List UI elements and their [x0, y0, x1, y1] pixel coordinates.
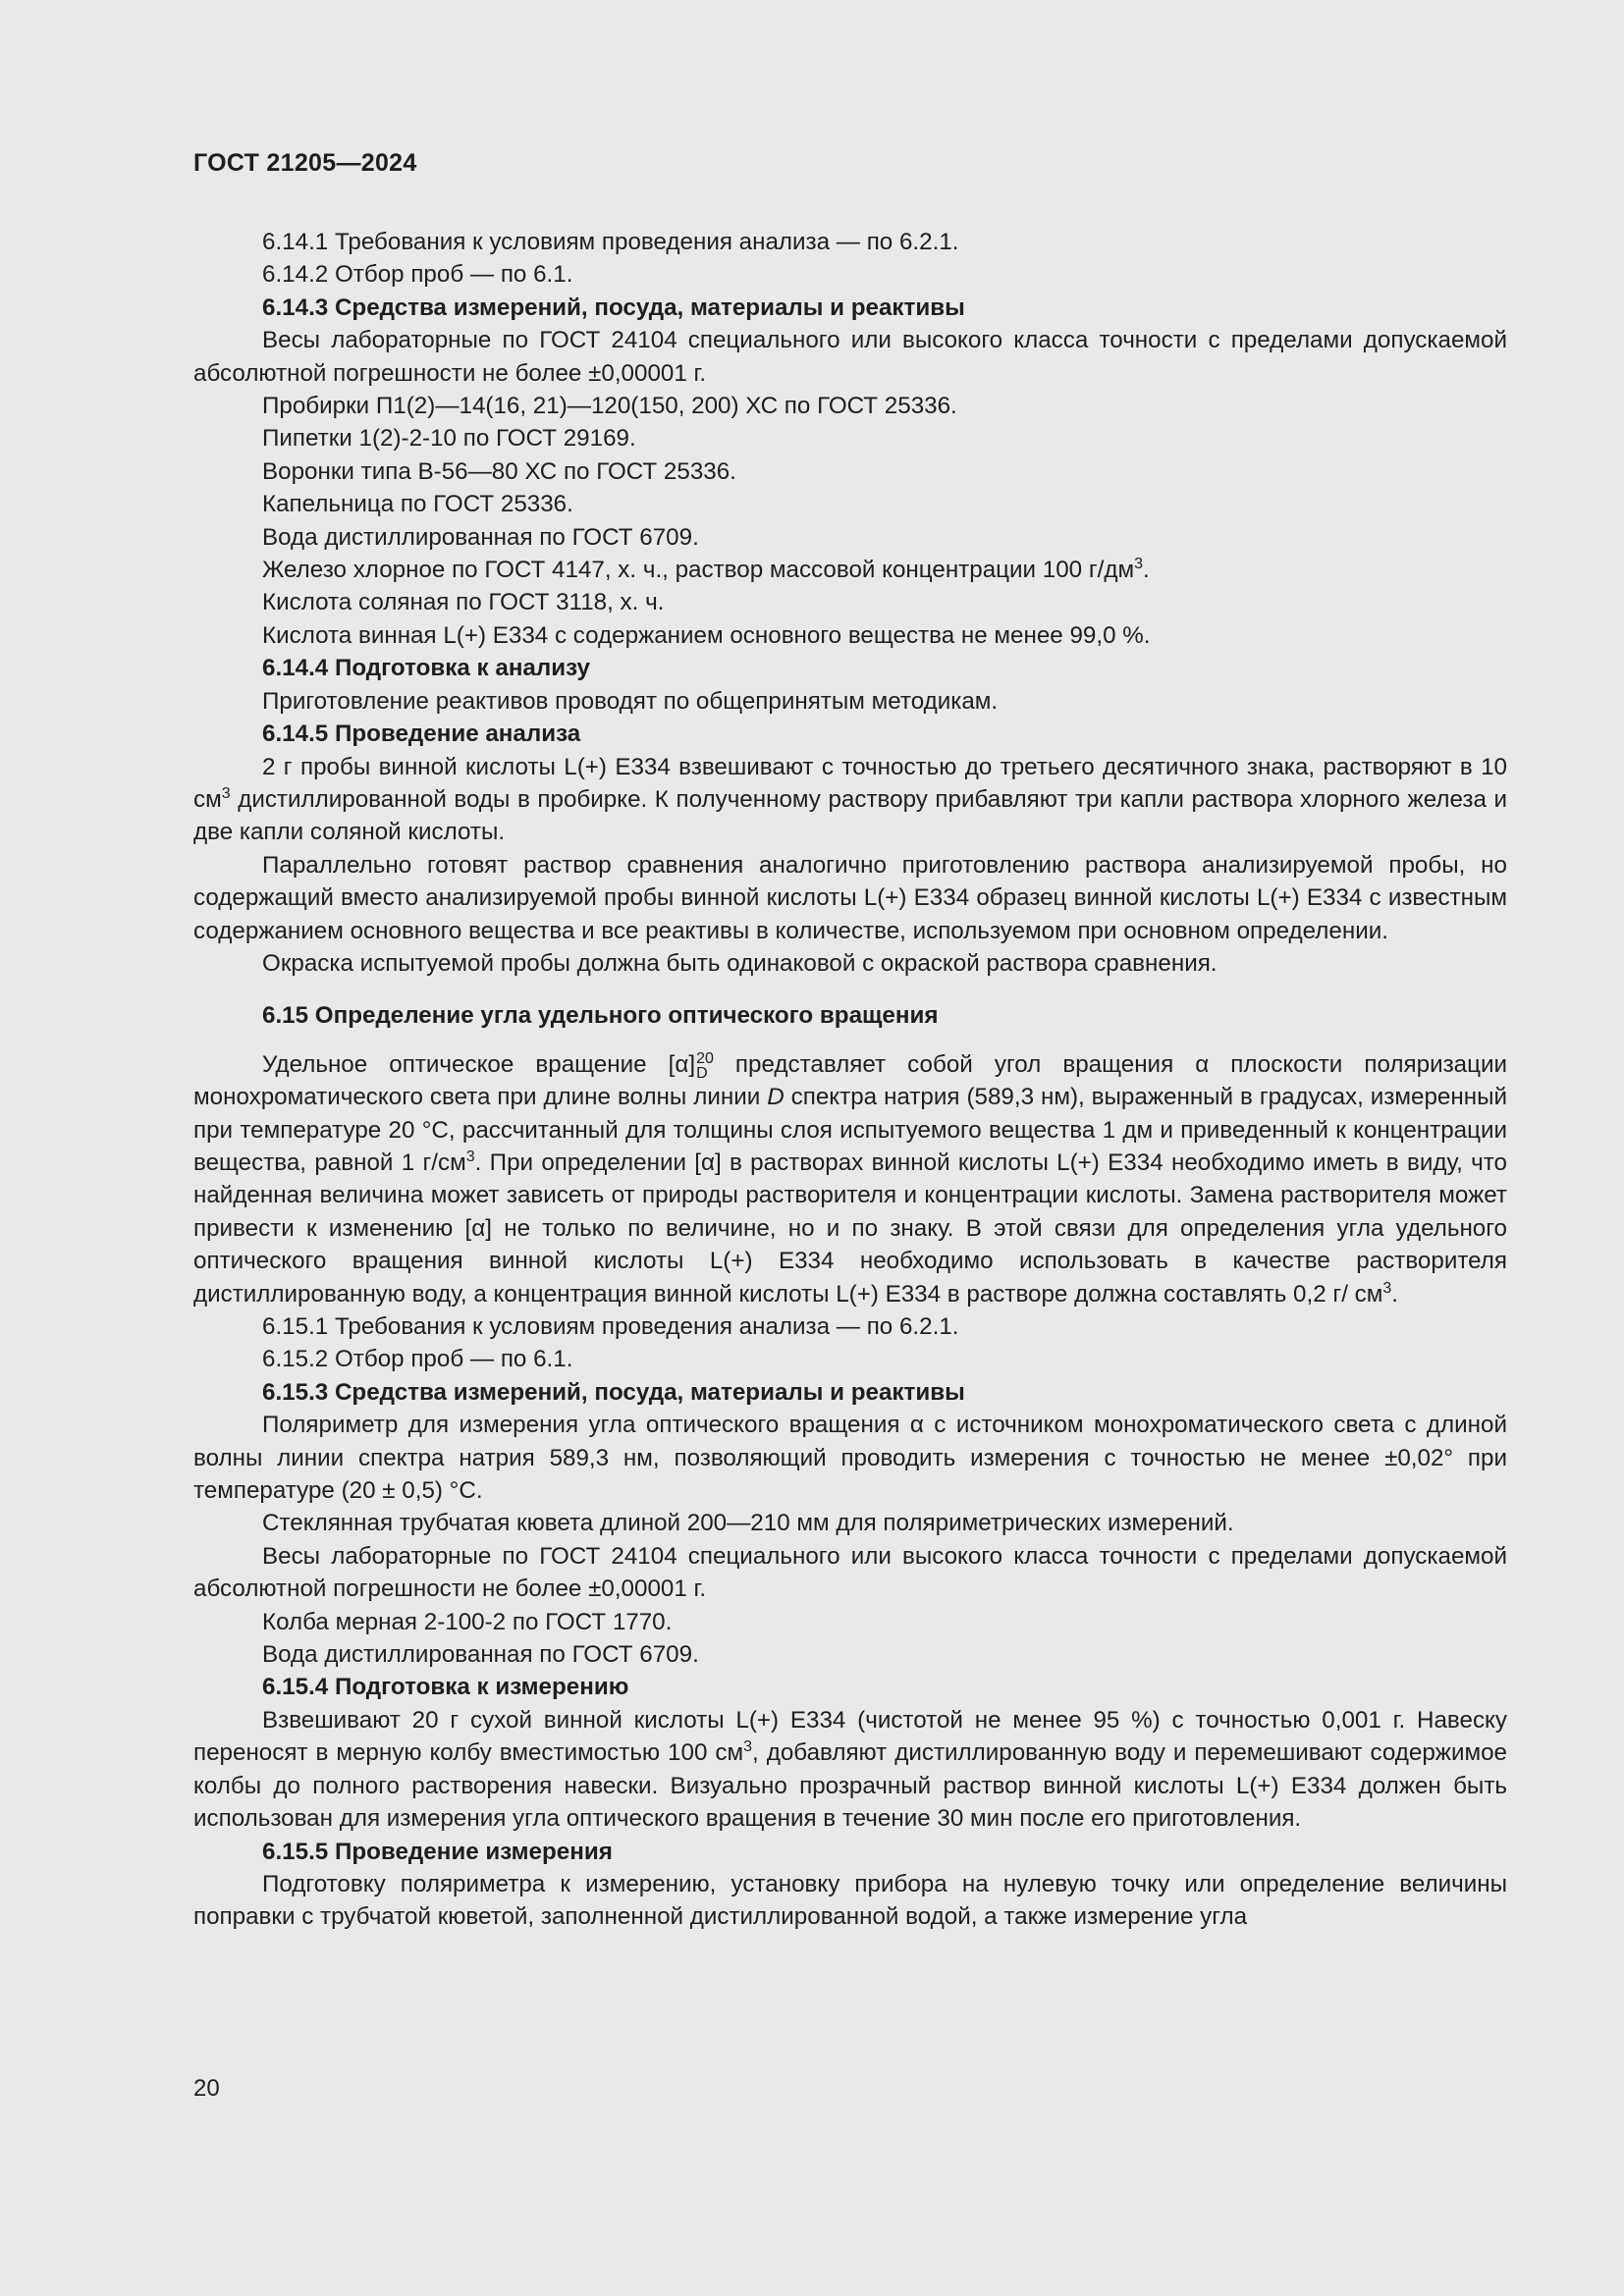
paragraph [193, 521, 1507, 554]
superscript: 3 [1134, 556, 1144, 573]
paragraph [193, 1507, 1507, 1539]
paragraph [193, 455, 1507, 488]
paragraph [193, 324, 1507, 390]
superscript: 3 [221, 784, 231, 802]
superscript: 3 [743, 1738, 753, 1756]
paragraph [193, 619, 1507, 652]
section-heading [193, 999, 1507, 1032]
text-run: спектра натрия (589,3 нм), выраженный в градусах, измеренный при температуре 20 °С, рассчитанный для толщины слоя испытуемого вещества 1 дм и приведенный к концентрации вещества, равной 1 г/см [193, 1084, 1507, 1176]
text-run: 2 г пробы винной кислоты L(+) Е334 взвешивают с точностью до третьего десятичного знака, растворяют в 10 см [193, 753, 1507, 813]
text-run: 6.15.1 Требования к условиям проведения анализа — по 6.2.1. [262, 1313, 959, 1340]
text-run: Весы лабораторные по ГОСТ 24104 специального или высокого класса точности с пределами допускаемой абсолютной погрешности не более ±0,00001 г. [193, 1542, 1507, 1603]
text-run: Весы лабораторные по ГОСТ 24104 специального или высокого класса точности с пределами допускаемой абсолютной погрешности не более ±0,00001 г. [193, 327, 1507, 387]
superscript: 3 [465, 1148, 475, 1165]
text-run: представляет собой угол вращения α плоскости поляризации монохроматического света при длине волны линии [193, 1050, 1507, 1111]
text-run: Воронки типа В-56—80 ХС по ГОСТ 25336. [262, 457, 736, 485]
text-run: . [1391, 1280, 1399, 1308]
section-heading [193, 1836, 1507, 1868]
paragraph [193, 1343, 1507, 1375]
paragraph [193, 849, 1507, 947]
paragraph [193, 390, 1507, 422]
paragraph [193, 1606, 1507, 1638]
text-run: Удельное оптическое вращение [α] [262, 1050, 696, 1078]
text-run: . При определении [α] в растворах винной кислоты L(+) Е334 необходимо иметь в виду, что найденная величина может зависеть от природы растворителя и концентрации кислоты. Замена растворителя может привести к изменению [α] не только по величине, но и по знаку. В этой связи для определения угла удельного оптического вращения винной кислоты L(+) Е334 необходимо использовать в качестве растворителя дистиллированную воду, а концентрация винной кислоты L(+) Е334 в растворе должна составлять 0,2 г/ см [193, 1148, 1508, 1308]
paragraph [193, 258, 1507, 291]
page-number: 20 [193, 2075, 220, 2102]
text-run: 6.15.3 Средства измерений, посуда, материалы и реактивы [262, 1378, 965, 1406]
text-run: Вода дистиллированная по ГОСТ 6709. [262, 523, 699, 551]
specific-rotation-indices [696, 1051, 714, 1081]
text-run: 6.14.1 Требования к условиям проведения анализа — по 6.2.1. [262, 229, 959, 255]
text-run: 6.15 Определение угла удельного оптического вращения [262, 1002, 939, 1030]
text-run: Пробирки П1(2)—14(16, 21)—120(150, 200) ХС по ГОСТ 25336. [262, 393, 957, 420]
section-heading [193, 292, 1507, 324]
text-run: Капельница по ГОСТ 25336. [262, 491, 573, 518]
text-run: Кислота винная L(+) Е334 с содержанием основного вещества не менее 99,0 %. [262, 621, 1151, 649]
temperature-index: 20 [696, 1049, 714, 1067]
text-run: 6.15.4 Подготовка к измерению [262, 1674, 629, 1701]
text-run: Приготовление реактивов проводят по общепринятым методикам. [262, 687, 999, 715]
text-run: Кислота соляная по ГОСТ 3118, х. ч. [262, 589, 665, 616]
paragraph [193, 947, 1507, 980]
paragraph [193, 1868, 1507, 1934]
italic-symbol: D [767, 1084, 785, 1111]
text-run: , добавляют дистиллированную воду и перемешивают содержимое колбы до полного растворения навески. Визуально прозрачный раствор винной кислоты L(+) Е334 должен быть использован для измерения угла оптического вращения в течение 30 мин после его приготовления. [193, 1739, 1507, 1833]
wavelength-index: D [696, 1064, 708, 1082]
text-run: Пипетки 1(2)-2-10 по ГОСТ 29169. [262, 425, 636, 453]
text-run: Взвешивают 20 г сухой винной кислоты L(+) Е334 (чистотой не менее 95 %) с точностью 0,001 г. Навеску переносят в мерную колбу вместимостью 100 см [193, 1706, 1507, 1767]
text-run: 6.14.4 Подготовка к анализу [262, 655, 590, 682]
paragraph [193, 1409, 1507, 1507]
text-run: Окраска испытуемой пробы должна быть одинаковой с окраской раствора сравнения. [262, 949, 1218, 977]
paragraph [193, 685, 1507, 718]
document-body [193, 226, 1507, 1934]
paragraph [193, 554, 1507, 586]
document-header: ГОСТ 21205—2024 [193, 149, 417, 177]
text-run: Поляриметр для измерения угла оптического вращения α с источником монохроматического света с длиной волны линии спектра натрия 589,3 нм, позволяющий проводить измерения с точностью не менее ±0,02° при температуре (20 ± 0,5) °С. [193, 1412, 1507, 1505]
paragraph [193, 751, 1507, 849]
paragraph [193, 1048, 1507, 1310]
text-run: Вода дистиллированная по ГОСТ 6709. [262, 1641, 699, 1669]
section-heading [193, 1671, 1507, 1703]
text-run: 6.14.5 Проведение анализа [262, 721, 581, 748]
text-run: Колба мерная 2-100-2 по ГОСТ 1770. [262, 1608, 673, 1635]
section-heading [193, 718, 1507, 750]
superscript: 3 [1382, 1279, 1392, 1297]
text-run: 6.15.2 Отбор проб — по 6.1. [262, 1346, 573, 1373]
paragraph [193, 1704, 1507, 1836]
paragraph [193, 226, 1507, 258]
text-run: . [1143, 557, 1150, 584]
text-run: Стеклянная трубчатая кювета длиной 200—210 мм для поляриметрических измерений. [262, 1510, 1234, 1537]
text-run: дистиллированной воды в пробирке. К полученному раствору прибавляют три капли раствора хлорного железа и две капли соляной кислоты. [193, 785, 1507, 846]
section-heading [193, 652, 1507, 684]
text-run: 6.14.3 Средства измерений, посуда, материалы и реактивы [262, 294, 965, 321]
text-run: Железо хлорное по ГОСТ 4147, х. ч., раствор массовой концентрации 100 г/дм [262, 557, 1135, 584]
text-run: Параллельно готовят раствор сравнения аналогично приготовлению раствора анализируемой пробы, но содержащий вместо анализируемой пробы винной кислоты L(+) Е334 образец винной кислоты L(+) Е334 с известным содержанием основного вещества и все реактивы в количестве, используемом при основном определении. [193, 851, 1507, 944]
paragraph [193, 422, 1507, 454]
text-run: 6.14.2 Отбор проб — по 6.1. [262, 261, 573, 289]
paragraph [193, 488, 1507, 520]
text-run: Подготовку поляриметра к измерению, установку прибора на нулевую точку или определение величины поправки с трубчатой кюветой, заполненной дистиллированной водой, а также измерение угла [193, 1870, 1507, 1931]
paragraph [193, 1310, 1507, 1343]
text-run: 6.15.5 Проведение измерения [262, 1838, 613, 1865]
section-heading [193, 1376, 1507, 1409]
paragraph [193, 1638, 1507, 1671]
paragraph [193, 586, 1507, 618]
paragraph [193, 1540, 1507, 1606]
